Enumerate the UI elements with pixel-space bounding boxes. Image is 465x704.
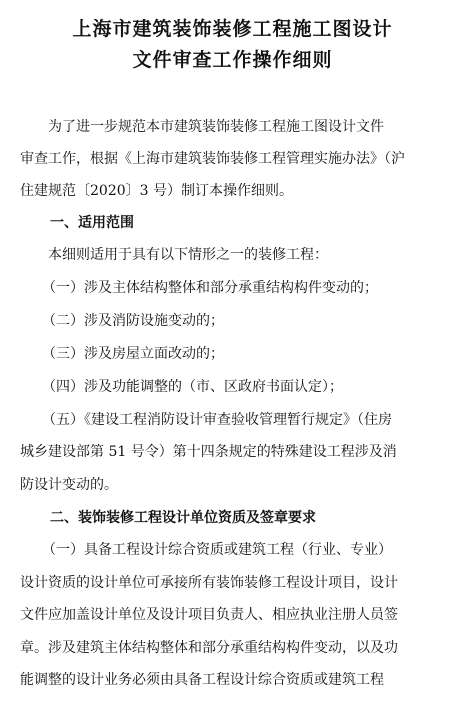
section-1-item-4: （四）涉及功能调整的（市、区政府书面认定）； <box>42 379 343 395</box>
section-1-item-1: （一）涉及主体结构整体和部分承重结构构件变动的； <box>42 280 378 296</box>
section-1-lead: 本细则适用于具有以下情形之一的装修工程： <box>48 247 328 263</box>
section-1-heading: 一、适用范围 <box>50 215 134 231</box>
document-title-line-2: 文件审查工作操作细则 <box>132 49 333 71</box>
section-2-line-1: （一）具备工程设计综合资质或建筑工程（行业、专业） <box>42 542 392 558</box>
intro-line-1: 为了进一步规范本市建筑装饰装修工程施工图设计文件 <box>48 119 384 135</box>
section-2-line-3: 文件应加盖设计单位及设计项目负责人、相应执业注册人员签 <box>20 607 398 623</box>
document-title-line-1: 上海市建筑装饰装修工程施工图设计 <box>72 18 393 40</box>
intro-line-2: 审查工作，根据《上海市建筑装饰装修工程管理实施办法》（沪 <box>20 151 405 167</box>
section-2-line-4: 章。涉及建筑主体结构整体和部分承重结构构件变动，以及功 <box>20 640 398 656</box>
section-2-heading: 二、装饰装修工程设计单位资质及签章要求 <box>50 510 316 526</box>
section-1-item-5-line-2: 城乡建设部第 51 号令）第十四条规定的特殊建设工程涉及消 <box>20 444 397 460</box>
section-2-line-2: 设计资质的设计单位可承接所有装饰装修工程设计项目，设计 <box>20 575 398 591</box>
section-1-item-5-line-3: 防设计变动的。 <box>20 477 118 493</box>
section-1-item-2: （二）涉及消防设施变动的； <box>42 313 224 329</box>
section-1-item-5-line-1: （五）《建设工程消防设计审查验收管理暂行规定》（住房 <box>42 412 392 428</box>
intro-line-3: 住建规范〔2020〕3 号）制订本操作细则。 <box>20 183 293 199</box>
section-2-line-5: 能调整的设计业务必须由具备工程设计综合资质或建筑工程 <box>20 672 384 688</box>
section-1-item-3: （三）涉及房屋立面改动的； <box>42 346 224 362</box>
